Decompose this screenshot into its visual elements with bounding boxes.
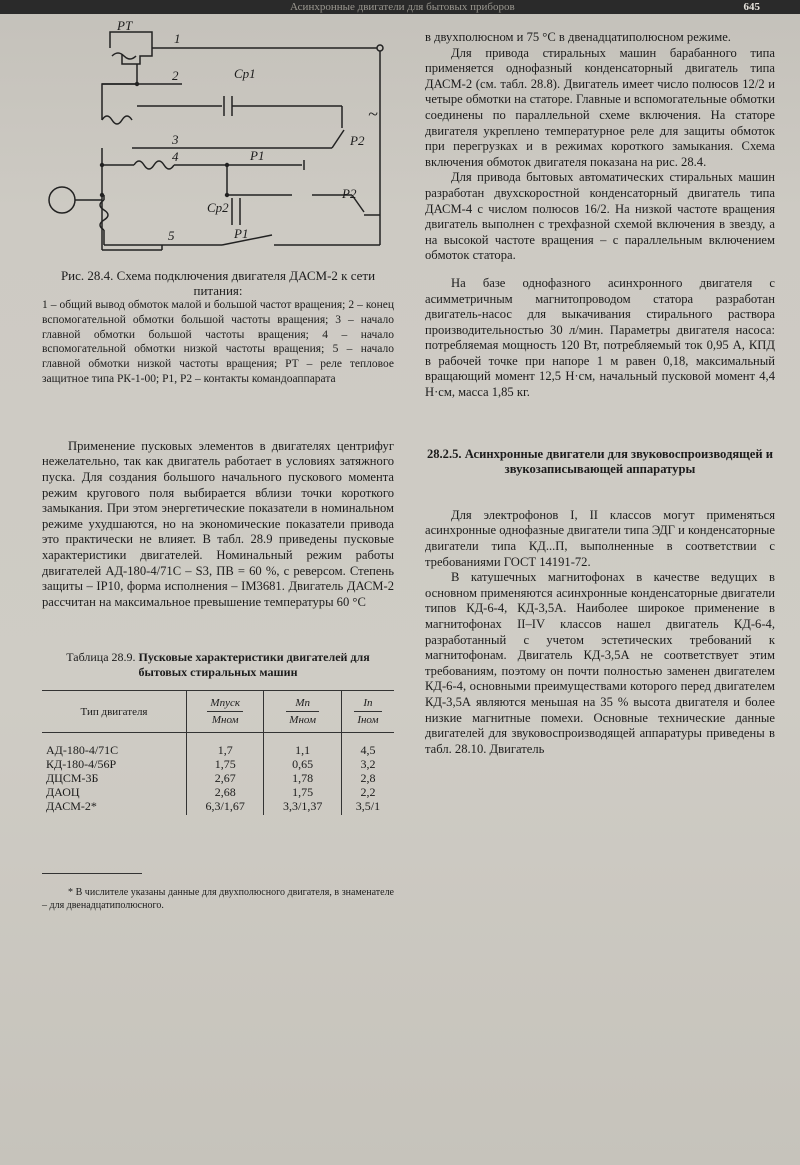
header-pull-in-torque-ratio: $\frac{Mп}{\text{Mном}}$ bbox=[264, 691, 341, 733]
section-heading: 28.2.5. Асинхронные двигатели для звуковоспроизводящей и звукозаписывающей аппаратуры bbox=[426, 446, 774, 477]
figure-caption-body: 1 – общий вывод обмоток малой и большой частот вращения; 2 – конец вспомогательной обмотки большой частоты вращения; 3 – начало главной обмотки большой частоты вращения; 4 – начало вспомогательной обмотки низкой частоты вращения; 5 – начало главной обмотки низкой частоты вращения; РТ – реле тепловое защитное типа РК-1-00; Р1, Р2 – контакты командоаппарата bbox=[42, 299, 394, 385]
body-paragraph-pump-motor: На базе однофазного асинхронного двигателя с асимметричным магнитопроводом статора разработан двигатель-насос для выкачивания стирального раствора производительностью 30 л/мин. Параметры двигателя насоса: потребляемая мощность 120 Вт, потребляемый ток 0,95 А, КПД в рабочей точке при напоре 1 м равен 0,18, максимальный вращающий момент 12,5 Н·см, начальный пусковой момент 4,4 Н·см, масса 1,85 кг. bbox=[425, 275, 775, 400]
table-footnote: * В числителе указаны данные для двухполюсного двигателя, в знаменателе – для двенадцатиполюсного. bbox=[42, 887, 394, 912]
table-row: КД-180-4/56Р 1,75 0,65 3,2 bbox=[42, 757, 394, 771]
footnote-rule bbox=[42, 873, 142, 874]
figure-caption-title: Рис. 28.4. Схема подключения двигателя ДАСМ-2 к сети питания: bbox=[60, 268, 376, 298]
label-contact-p1-lower: Р1 bbox=[234, 226, 249, 241]
label-rt: РТ bbox=[117, 20, 133, 33]
label-capacitor-cp1: Cр1 bbox=[234, 66, 256, 81]
table-row: ДЦСМ-3Б 2,67 1,78 2,8 bbox=[42, 771, 394, 785]
running-title: Асинхронные двигатели для бытовых приборов bbox=[290, 1, 515, 13]
table-row: ДАОЦ 2,68 1,75 2,2 bbox=[42, 785, 394, 799]
left-column bbox=[42, 20, 394, 912]
starting-characteristics-table bbox=[42, 690, 394, 815]
label-terminal-1: 1 bbox=[174, 31, 181, 46]
page-number: 645 bbox=[743, 1, 760, 13]
label-contact-p2-upper: Р2 bbox=[350, 133, 365, 148]
body-paragraph-electrophones: Для электрофонов I, II классов могут применяться асинхронные однофазные двигатели типа ЭДГ и конденсаторные двигатели типа КД...П, выполненные в соответствии с требованиями ГОСТ 14191-72. bbox=[425, 507, 775, 569]
label-terminal-5: 5 bbox=[168, 228, 175, 243]
body-paragraph-dasm2: Для привода стиральных машин барабанного типа применяется однофазный конденсаторный двигатель типа ДАСМ-2 (см. табл. 28.8). Двигатель имеет число полюсов 12/2 и четыре обмотки на статоре. Главные и вспомогательные обмотки соединены по параллельной схеме включения. На статоре двигателя укреплено температурное реле для защиты обмоток при перегрузках и в режимах короткого замыкания. Схема включения обмоток двигателя показана на рис. 28.4. bbox=[425, 45, 775, 169]
table-caption: Пусковые характеристики двигателей для бытовых стиральных машин bbox=[138, 650, 370, 680]
circuit-diagram-svg bbox=[42, 20, 394, 260]
motor-symbol bbox=[49, 187, 75, 213]
figure-caption bbox=[42, 268, 394, 387]
header-start-torque-ratio: $\frac{\text{Mпуск}}{\text{Mном}}$ bbox=[187, 691, 264, 733]
label-contact-p2-lower: Р2 bbox=[342, 186, 357, 201]
body-paragraph-tape-recorders: В катушечных магнитофонах в качестве ведущих в основном применяются асинхронные конденсаторные двигатели типов КД-6-4, КД-3,5А. Наиболее широкое применение в магнитофонах II–IV классов нашел двигатель КД-6-4, разработанный с учетом эстетических требований к магнитофонам. Двигатель КД-3,5А не соответствует этим требованиям, поэтому он почти полностью заменен двигателем КД-6-4, основными преимуществами которого перед двигателем КД-3,5А являются меньшая на 35 % высота двигателя и более низкие магнитные помехи. Основные технические данные двигателей для звуковоспроизводящей аппаратуры приведены в табл. 28.10. Двигатель bbox=[425, 570, 775, 756]
body-paragraph-continued: в двухполюсном и 75 °С в двенадцатиполюсном режиме. bbox=[425, 30, 731, 44]
label-ac-symbol: ~ bbox=[368, 104, 378, 124]
table-title bbox=[42, 650, 394, 680]
label-terminal-2: 2 bbox=[172, 68, 179, 83]
table-label: Таблица 28.9. bbox=[66, 650, 136, 665]
circuit-diagram bbox=[42, 20, 394, 260]
label-terminal-3: 3 bbox=[172, 132, 179, 147]
right-column bbox=[425, 30, 775, 757]
label-capacitor-cp2: Cр2 bbox=[207, 200, 229, 215]
body-paragraph-dasm4: Для привода бытовых автоматических стиральных машин разработан двухскоростной конденсаторный двигатель типа ДАСМ-4 с числом полюсов 16/2. На низкой частоте вращения двигатель выполнен с трехфазной схемой включения в звезду, а на высокой частоте вращения – с параллельным включением обмоток статора. bbox=[425, 170, 775, 263]
table-row: АД-180-4/71С 1,7 1,1 4,5 bbox=[42, 733, 394, 758]
table-row: ДАСМ-2* 6,3/1,67 3,3/1,37 3,5/1 bbox=[42, 799, 394, 815]
header-motor-type: Тип двигателя bbox=[42, 691, 187, 733]
running-header bbox=[0, 0, 800, 14]
header-start-current-ratio: $\frac{Iп}{\text{Iном}}$ bbox=[341, 691, 394, 733]
label-contact-p1-upper: Р1 bbox=[250, 148, 265, 163]
body-paragraph-left: Применение пусковых элементов в двигателях центрифуг нежелательно, так как двигатель работает в условиях затяжного пуска. Для создания большого начального пускового момента режим кругового поля выбирается вблизи точки короткого замыкания. При этом энергетические показатели в номинальном режиме ухудшаются, но на экономические показатели привода это практически не влияет. В табл. 28.9 приведены пусковые характеристики двигателей. Номинальный режим работы двигателей АД-180-4/71С – S3, ПВ = 60 %, с реверсом. Степень защиты – IP10, форма исполнения – IM3681. Двигатель ДАСМ-2 рассчитан на максимальное превышение температуры 60 °С bbox=[42, 438, 394, 609]
label-terminal-4: 4 bbox=[172, 149, 179, 164]
